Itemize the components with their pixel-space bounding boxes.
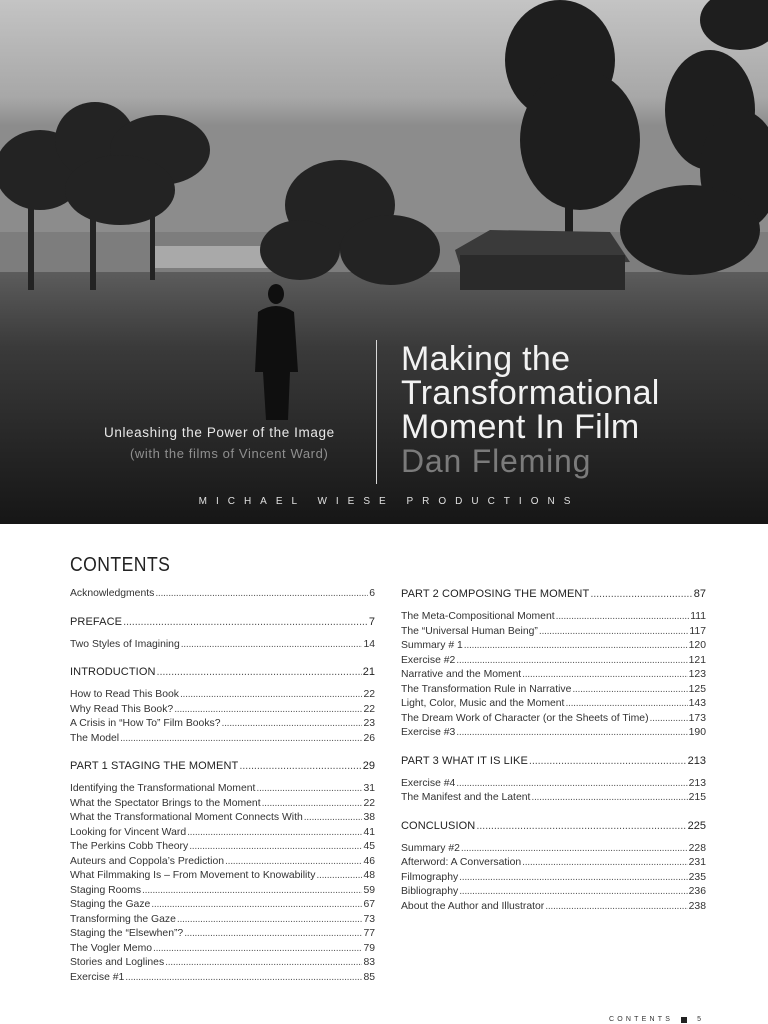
toc-entry-label: Staging the “Elsewhen”? bbox=[70, 928, 184, 939]
toc-entry[interactable] bbox=[70, 899, 375, 914]
toc-entry[interactable] bbox=[70, 943, 375, 958]
contents-heading: CONTENTS bbox=[70, 554, 171, 576]
toc-section-part1[interactable] bbox=[70, 760, 375, 776]
toc-entry-label: The Manifest and the Latent bbox=[401, 792, 531, 803]
toc-entry-label: Afterword: A Conversation bbox=[401, 857, 522, 868]
toc-section-label: PREFACE bbox=[70, 615, 123, 628]
toc-column-right bbox=[401, 588, 706, 915]
toc-entry-page: 14 bbox=[363, 638, 375, 650]
toc-entry-page: 41 bbox=[363, 826, 375, 838]
toc-entry-page: 215 bbox=[688, 792, 706, 803]
toc-entry[interactable] bbox=[70, 783, 375, 798]
book-title-line: Transformational bbox=[401, 374, 660, 412]
toc-entry-page: 236 bbox=[688, 886, 706, 897]
toc-entry[interactable] bbox=[401, 872, 706, 887]
toc-entry[interactable] bbox=[70, 957, 375, 972]
toc-entry[interactable] bbox=[70, 972, 375, 987]
toc-entry-label: Bibliography bbox=[401, 886, 459, 897]
page-number: 5 bbox=[697, 1016, 705, 1023]
toc-entry-page: 22 bbox=[363, 703, 375, 715]
toc-entry[interactable] bbox=[70, 689, 375, 704]
toc-entry-label: What Filmmaking Is – From Movement to Knowability bbox=[70, 870, 316, 881]
toc-entry-label: Filmography bbox=[401, 871, 459, 883]
toc-entry-page: 26 bbox=[363, 732, 375, 744]
book-title-line: Making the bbox=[401, 340, 571, 378]
toc-entry[interactable] bbox=[70, 639, 375, 654]
toc-entry-page: 235 bbox=[688, 871, 706, 883]
toc-entry-page: 213 bbox=[688, 777, 706, 789]
toc-entry-label: What the Transformational Moment Connects With bbox=[70, 812, 303, 823]
toc-entry-page: 31 bbox=[363, 783, 375, 794]
toc-entry[interactable] bbox=[70, 733, 375, 748]
toc-entry-label: Auteurs and Coppola’s Prediction bbox=[70, 855, 225, 867]
toc-section-page: 213 bbox=[687, 754, 706, 767]
toc-entry[interactable] bbox=[70, 885, 375, 900]
toc-entry[interactable] bbox=[401, 778, 706, 793]
title-divider bbox=[376, 340, 377, 484]
toc-section-label: PART 3 WHAT IT IS LIKE bbox=[401, 754, 528, 767]
toc-section-page: 7 bbox=[368, 615, 375, 628]
toc-entry-page: 46 bbox=[363, 855, 375, 867]
toc-entry-page: 83 bbox=[363, 957, 375, 968]
toc-entry[interactable] bbox=[401, 611, 706, 626]
toc-entry-label: Looking for Vincent Ward bbox=[70, 826, 187, 838]
toc-entry[interactable] bbox=[401, 792, 706, 807]
toc-entry-page: 22 bbox=[363, 689, 375, 700]
toc-entry[interactable] bbox=[70, 841, 375, 856]
toc-entry-label: The Model bbox=[70, 732, 120, 744]
toc-entry-page: 85 bbox=[363, 971, 375, 983]
toc-section-page: 21 bbox=[362, 666, 375, 678]
toc-entry-label: A Crisis in “How To” Film Books? bbox=[70, 718, 221, 729]
toc-entry-label: What the Spectator Brings to the Moment bbox=[70, 797, 261, 809]
toc-entry[interactable] bbox=[401, 626, 706, 641]
toc-entry-page: 67 bbox=[363, 899, 375, 910]
toc-entry-label: Summary # 1 bbox=[401, 640, 463, 651]
toc-entry[interactable] bbox=[70, 870, 375, 885]
toc-entry-page: 45 bbox=[363, 841, 375, 852]
toc-entry-label: The Vogler Memo bbox=[70, 942, 153, 954]
toc-entry-label: Exercise #4 bbox=[401, 777, 456, 789]
toc-section-page: 225 bbox=[687, 819, 706, 832]
toc-section-part2[interactable] bbox=[401, 588, 706, 604]
toc-section-label: PART 1 STAGING THE MOMENT bbox=[70, 760, 239, 772]
toc-column-left bbox=[70, 588, 375, 986]
toc-section-preface[interactable] bbox=[70, 616, 375, 632]
toc-entry-label: Transforming the Gaze bbox=[70, 913, 176, 925]
toc-entry-label: The “Universal Human Being” bbox=[401, 625, 538, 637]
toc-entry[interactable] bbox=[401, 669, 706, 684]
toc-entry[interactable] bbox=[401, 640, 706, 655]
toc-entry-label: Exercise #1 bbox=[70, 971, 125, 983]
toc-entry-page: 77 bbox=[363, 928, 375, 939]
running-head: CONTENTS bbox=[609, 1016, 674, 1023]
toc-entry[interactable] bbox=[401, 901, 706, 916]
toc-entry[interactable] bbox=[70, 914, 375, 929]
toc-entry-page: 231 bbox=[688, 857, 706, 868]
toc-entry-page: 23 bbox=[363, 718, 375, 729]
toc-section-introduction[interactable] bbox=[70, 666, 375, 682]
toc-entry-label: Summary #2 bbox=[401, 842, 460, 854]
toc-section-label: INTRODUCTION bbox=[70, 666, 156, 678]
toc-entry[interactable] bbox=[70, 928, 375, 943]
toc-entry[interactable] bbox=[401, 886, 706, 901]
page-footer bbox=[609, 1016, 704, 1023]
toc-entry-page: 111 bbox=[690, 611, 706, 622]
toc-entry-page: 120 bbox=[688, 640, 706, 651]
toc-entry[interactable] bbox=[70, 827, 375, 842]
book-title-line: Moment In Film bbox=[401, 408, 640, 446]
toc-section-label: PART 2 COMPOSING THE MOMENT bbox=[401, 588, 590, 600]
toc-entry-label: Narrative and the Moment bbox=[401, 669, 522, 680]
toc-entry[interactable] bbox=[70, 588, 375, 603]
toc-entry-label: The Meta-Compositional Moment bbox=[401, 611, 555, 622]
toc-entry[interactable] bbox=[70, 798, 375, 813]
toc-entry[interactable] bbox=[70, 704, 375, 719]
toc-entry-page: 22 bbox=[363, 797, 375, 809]
toc-entry-page: 79 bbox=[363, 942, 375, 954]
toc-entry-page: 48 bbox=[363, 870, 375, 881]
toc-entry-label: The Transformation Rule in Narrative bbox=[401, 683, 572, 695]
toc-entry-label: Two Styles of Imagining bbox=[70, 638, 180, 650]
toc-entry[interactable] bbox=[401, 698, 706, 713]
toc-entry[interactable] bbox=[70, 856, 375, 871]
toc-entry[interactable] bbox=[401, 843, 706, 858]
toc-section-page: 87 bbox=[693, 588, 706, 600]
toc-entry-label: Acknowledgments bbox=[70, 588, 155, 599]
toc-entry-label: Stories and Loglines bbox=[70, 957, 165, 968]
toc-entry-page: 143 bbox=[688, 698, 706, 709]
toc-entry-page: 6 bbox=[369, 588, 375, 599]
toc-entry-page: 238 bbox=[688, 900, 706, 912]
toc-entry-label: Exercise #2 bbox=[401, 654, 456, 666]
square-bullet-icon bbox=[681, 1017, 687, 1023]
toc-entry-page: 190 bbox=[688, 727, 706, 738]
toc-section-label: CONCLUSION bbox=[401, 819, 476, 832]
toc-entry-page: 121 bbox=[688, 654, 706, 666]
toc-entry-page: 117 bbox=[689, 625, 706, 637]
toc-entry[interactable] bbox=[401, 713, 706, 728]
toc-entry[interactable] bbox=[401, 684, 706, 699]
toc-entry[interactable] bbox=[70, 718, 375, 733]
toc-entry-page: 73 bbox=[363, 913, 375, 925]
toc-entry-label: Why Read This Book? bbox=[70, 703, 174, 715]
toc-entry[interactable] bbox=[401, 857, 706, 872]
toc-section-page: 29 bbox=[362, 760, 375, 772]
toc-entry-page: 38 bbox=[363, 812, 375, 823]
toc-entry-label: The Dream Work of Character (or the Sheets of Time) bbox=[401, 712, 649, 724]
toc-section-part3[interactable] bbox=[401, 755, 706, 771]
toc-entry[interactable] bbox=[401, 655, 706, 670]
toc-entry[interactable] bbox=[70, 812, 375, 827]
toc-entry-label: Exercise #3 bbox=[401, 727, 456, 738]
book-title bbox=[401, 342, 660, 444]
toc-entry-page: 59 bbox=[363, 884, 375, 896]
toc-entry-label: Staging Rooms bbox=[70, 884, 142, 896]
publisher-name: MICHAEL WIESE PRODUCTIONS bbox=[198, 496, 580, 507]
toc-entry-label: How to Read This Book bbox=[70, 689, 179, 700]
toc-entry-page: 228 bbox=[688, 842, 706, 854]
toc-entry-label: Light, Color, Music and the Moment bbox=[401, 698, 565, 709]
toc-entry-label: Identifying the Transformational Moment bbox=[70, 783, 256, 794]
toc-section-conclusion[interactable] bbox=[401, 820, 706, 836]
toc-entry-page: 125 bbox=[688, 683, 706, 695]
toc-entry-label: Staging the Gaze bbox=[70, 899, 151, 910]
toc-entry-page: 123 bbox=[688, 669, 706, 680]
book-subtitle-secondary: (with the films of Vincent Ward) bbox=[130, 446, 329, 461]
book-subtitle: Unleashing the Power of the Image bbox=[104, 425, 335, 440]
toc-entry[interactable] bbox=[401, 727, 706, 742]
toc-entry-label: About the Author and Illustrator bbox=[401, 900, 545, 912]
toc-entry-label: The Perkins Cobb Theory bbox=[70, 841, 189, 852]
book-author: Dan Fleming bbox=[401, 443, 592, 479]
toc-entry-page: 173 bbox=[688, 712, 706, 724]
